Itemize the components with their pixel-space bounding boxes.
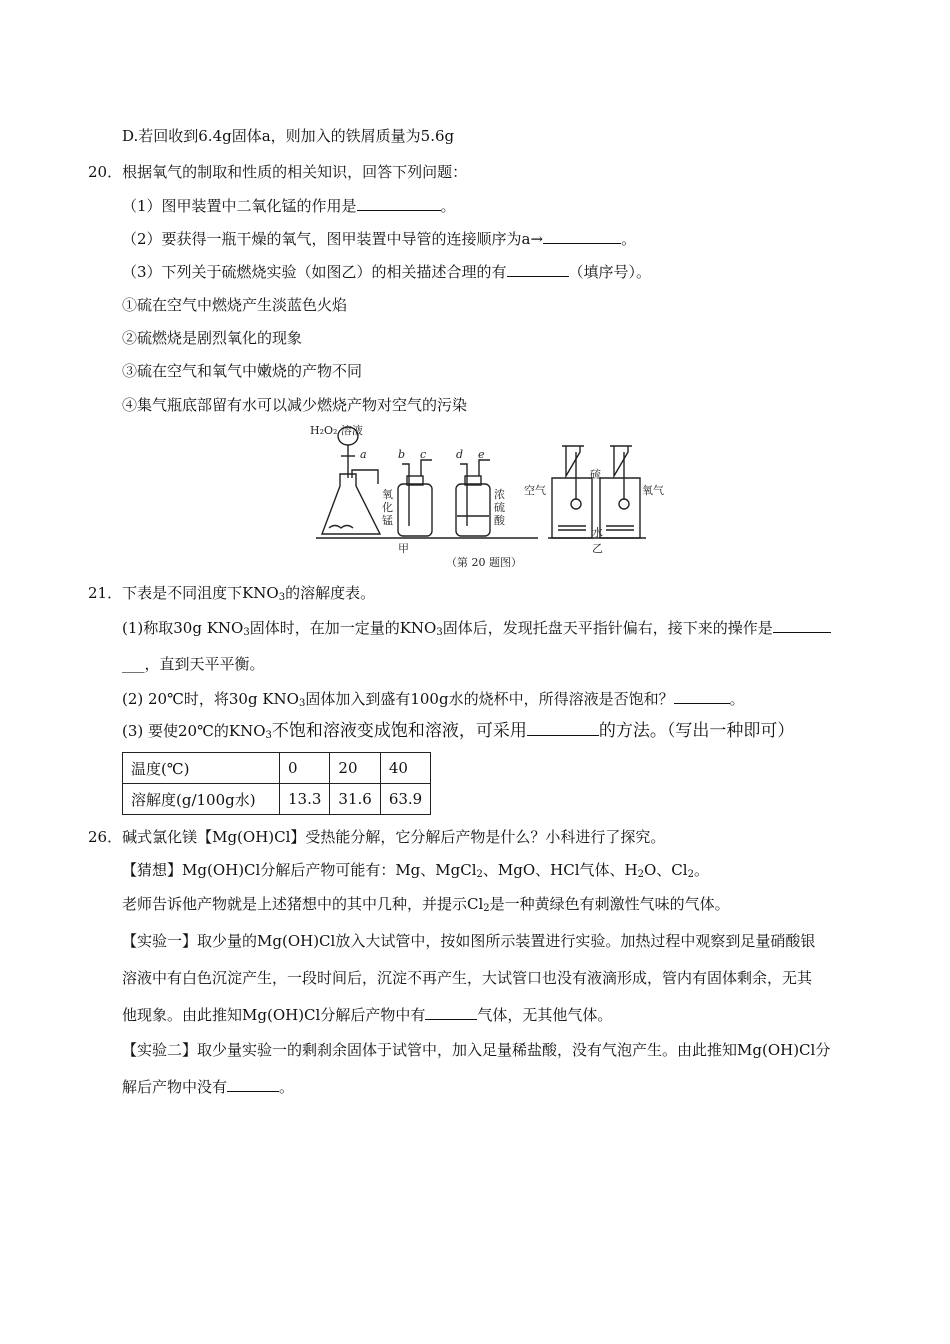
label-sulfur: 硫 <box>590 468 601 481</box>
q26-teacher-hint <box>122 894 730 919</box>
q26-guess-end: 。 <box>693 861 709 879</box>
label-yi: 乙 <box>592 542 603 555</box>
q21-part3-blank[interactable] <box>527 720 599 736</box>
q21-part2-text: (2) 20℃时，将30g KNO <box>122 690 299 708</box>
q20-option-4: ④集气瓶底部留有水可以减少燃烧产物对空气的污染 <box>122 396 468 414</box>
q26-guess-sub1: 2 <box>476 869 483 880</box>
q20-option-1: ①硫在空气中燃烧产生淡蓝色火焰 <box>122 296 348 314</box>
table-row <box>123 784 431 815</box>
label-a: a <box>360 448 367 461</box>
q20-part3-text: （3）下列关于硫燃烧实验（如图乙）的相关描述合理的有 <box>122 263 507 281</box>
label-acid-2: 硫 <box>494 501 505 514</box>
q26-exp2-end: 。 <box>279 1078 295 1096</box>
q20-part2-text: （2）要获得一瓶干燥的氧气，图甲装置中导管的连接顺序为a→ <box>122 230 544 248</box>
table-cell: 20 <box>330 753 380 784</box>
q21-part1-blank[interactable] <box>773 617 831 633</box>
q26-exp1-line2: 溶液中有白色沉淀产生，一段时间后，沉淀不再产生，大试管口也没有液滴形成，管内有固体剩余，无其 <box>122 969 813 987</box>
q26-exp1-end: 气体，无其他气体。 <box>477 1006 613 1024</box>
q20-option-3: ③硫在空气和氧气中嫩烧的产物不同 <box>122 362 363 380</box>
figure-caption: （第 20 题图） <box>446 556 522 569</box>
label-acid-1: 浓 <box>494 488 505 501</box>
q20-part3 <box>122 261 651 282</box>
q20-part3-end: （填序号）。 <box>568 263 652 281</box>
label-h2o2: H₂O₂ 溶液 <box>310 424 363 437</box>
q21-part1-text: (1)称取30g KNO <box>122 619 244 637</box>
label-acid-3: 酸 <box>494 514 505 527</box>
q26-guess-text3: O、Cl <box>643 861 688 879</box>
q21-part2-blank[interactable] <box>674 688 730 704</box>
q26-teacher-end: 是一种黄绿色有刺激性气味的气体。 <box>489 895 730 913</box>
table-cell: 31.6 <box>330 784 380 815</box>
table-cell: 40 <box>380 753 430 784</box>
q20-stem: 20．根据氧气的制取和性质的相关知识，回答下列问题： <box>88 163 468 181</box>
q26-guess-text2: 、MgO、HCl气体、H <box>482 861 638 879</box>
label-b: b <box>398 448 406 461</box>
q21-part3-end: 的方法。（写出一种即可） <box>598 721 795 741</box>
q21-part1 <box>122 617 831 643</box>
conical-flask <box>322 474 380 534</box>
q21-part1-sub1: 3 <box>243 627 250 638</box>
label-water: 水 <box>592 526 603 539</box>
q20-part3-blank[interactable] <box>507 261 569 277</box>
q26-exp1-text: 他现象。由此推知Mg(OH)Cl分解后产物中有 <box>122 1006 426 1024</box>
label-mno2-3: 锰 <box>382 514 393 527</box>
gas-bottle-b-c <box>398 484 432 536</box>
q21-part3-sub: 3 <box>265 730 272 741</box>
q21-stem-sub: 3 <box>278 592 286 603</box>
q20-option-2: ②硫燃烧是剧烈氧化的现象 <box>122 329 303 347</box>
q20-apparatus-figure <box>296 422 664 572</box>
q21-part3-text2: 不饱和溶液变成饱和溶液，可采用 <box>271 721 527 741</box>
q26-guess-sub3: 2 <box>687 869 694 880</box>
q26-teacher-sub: 2 <box>483 903 490 914</box>
q21-part3-text: (3) 要使20℃的KNO <box>122 722 266 740</box>
q26-exp2-blank[interactable] <box>227 1076 279 1092</box>
q20-part1-end: 。 <box>440 197 456 215</box>
q21-part1-sub2: 3 <box>436 627 443 638</box>
label-d: d <box>456 448 464 461</box>
label-mno2-2: 化 <box>382 501 393 514</box>
q21-part3 <box>122 720 794 746</box>
q20-part1 <box>122 195 456 216</box>
q21-part2-text2: 固体加入到盛有100g水的烧杯中，所得溶液是否饱和？ <box>305 690 674 708</box>
q26-exp2-line2 <box>122 1076 294 1097</box>
q20-part2-blank[interactable] <box>543 228 621 244</box>
q26-guess-sub2: 2 <box>637 869 644 880</box>
q26-guess-text: 【猜想】Mg(OH)Cl分解后产物可能有：Mg、MgCl <box>122 861 477 879</box>
table-cell: 13.3 <box>280 784 330 815</box>
q21-part1-text3: 固体后，发现托盘天平指针偏右，接下来的操作是 <box>442 619 773 637</box>
q19-option-d: D.若回收到6.4g固体a，则加入的铁屑质量为5.6g <box>122 127 455 145</box>
q21-stem <box>88 583 375 608</box>
label-c: c <box>420 448 427 461</box>
q21-part2-sub: 3 <box>298 698 306 709</box>
table-cell: 溶解度(g/100g水) <box>123 784 280 815</box>
q21-stem-end: 的溶解度表。 <box>285 584 376 602</box>
kno3-solubility-table <box>122 752 431 815</box>
q26-exp1-line3 <box>122 1004 612 1025</box>
label-e: e <box>478 448 485 461</box>
q26-exp2-text: 解后产物中没有 <box>122 1078 228 1096</box>
q21-part2 <box>122 688 745 714</box>
q20-part2 <box>122 228 636 249</box>
q21-stem-text: 21．下表是不同沮度下KNO <box>88 584 279 602</box>
table-cell: 63.9 <box>380 784 430 815</box>
q21-part2-end: 。 <box>729 690 745 708</box>
q26-teacher-text: 老师告诉他产物就是上述猪想中的其中几种，并提示Cl <box>122 895 484 913</box>
q21-part1-text2: 固体时，在加一定量的KNO <box>249 619 437 637</box>
q26-exp1-blank[interactable] <box>425 1004 477 1020</box>
q20-part1-blank[interactable] <box>357 195 441 211</box>
table-cell: 0 <box>280 753 330 784</box>
table-cell: 温度(℃) <box>123 753 280 784</box>
table-row <box>123 753 431 784</box>
q26-exp2-line1: 【实验二】取少量实验一的剩刹余固体于试管中，加入足量稀盐酸，没有气泡产生。由此推知Mg(OH)Cl分 <box>122 1041 831 1059</box>
q20-part1-text: （1）图甲装置中二氧化锰的作用是 <box>122 197 357 215</box>
label-oxygen: 氧气 <box>642 484 664 497</box>
q20-part2-end: 。 <box>621 230 637 248</box>
label-mno2-1: 氧 <box>382 488 393 501</box>
gas-bottle-d-e <box>456 484 490 536</box>
label-jia: 甲 <box>398 542 409 555</box>
q26-stem: 26．碱式氯化镁【Mg(OH)Cl】受热能分解，它分解后产物是什么？小科进行了探究。 <box>88 828 666 846</box>
q26-exp1-line1: 【实验一】取少量的Mg(OH)Cl放入大试管中，按如图所示装置进行实验。加热过程中观察到足量硝酸银 <box>122 932 816 950</box>
q21-part1-cont: ___，直到天平平衡。 <box>122 655 265 673</box>
q26-guess <box>122 860 709 885</box>
label-air: 空气 <box>524 484 546 497</box>
